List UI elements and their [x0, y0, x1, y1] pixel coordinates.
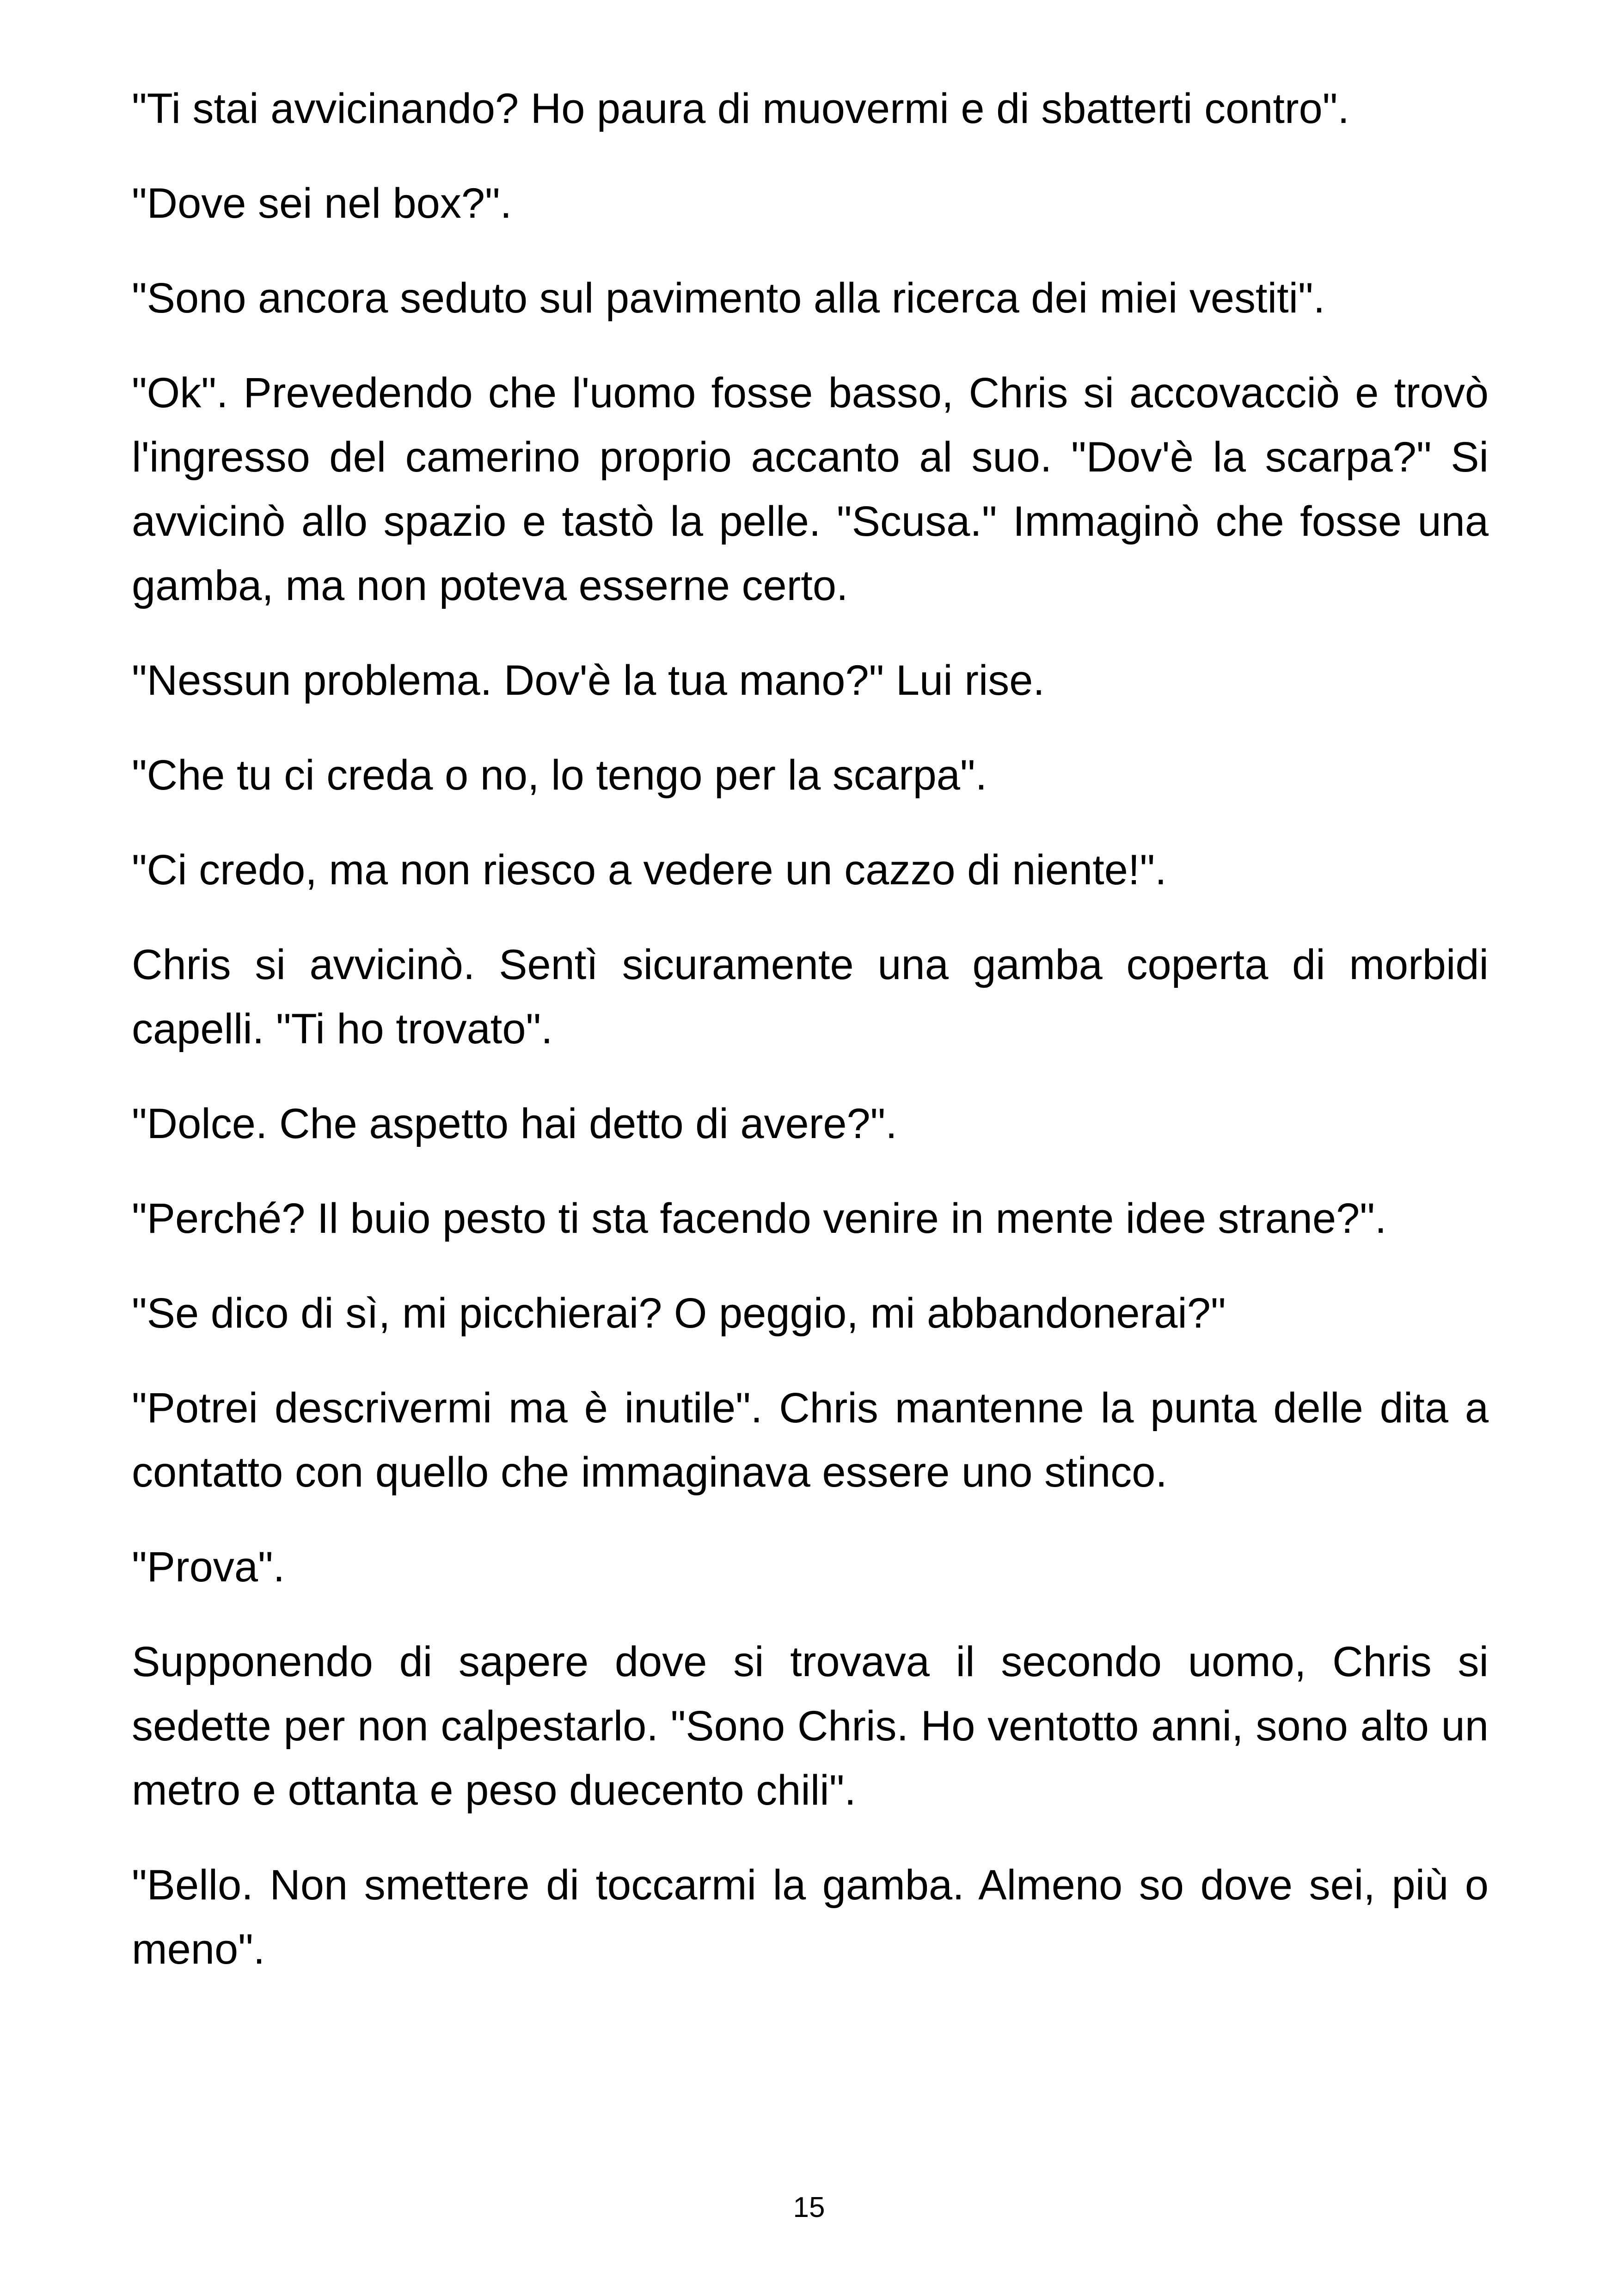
paragraph: "Perché? Il buio pesto ti sta facendo venire in mente idee strane?".: [132, 1195, 1387, 1242]
paragraph: "Prova".: [132, 1543, 285, 1591]
paragraph: "Bello. Non smettere di toccarmi la gamba. Almeno so dove sei, più o meno".: [132, 1861, 1489, 1973]
paragraph: "Dolce. Che aspetto hai detto di avere?".: [132, 1100, 897, 1147]
paragraph: Chris si avvicinò. Sentì sicuramente una gamba coperta di morbidi capelli. "Ti ho trovato".: [132, 941, 1489, 1053]
paragraph: "Ci credo, ma non riesco a vedere un cazzo di niente!".: [132, 846, 1167, 894]
page-number: 15: [793, 2192, 825, 2223]
paragraph: "Potrei descrivermi ma è inutile". Chris mantenne la punta delle dita a contatto con quello che immaginava essere uno stinco.: [132, 1384, 1489, 1496]
page-text: [132, 77, 1489, 2012]
paragraph: "Ti stai avvicinando? Ho paura di muovermi e di sbatterti contro".: [132, 85, 1349, 132]
paragraph: Supponendo di sapere dove si trovava il secondo uomo, Chris si sedette per non calpestarlo. "Sono Chris. Ho ventotto anni, sono alto un metro e ottanta e peso duecento chili".: [132, 1638, 1489, 1814]
paragraph: "Ok". Prevedendo che l'uomo fosse basso, Chris si accovacciò e trovò l'ingresso del camerino proprio accanto al suo. "Dov'è la scarpa?" Si avvicinò allo spazio e tastò la pelle. "Scusa." Immaginò che fosse una gamba, ma non poteva esserne certo.: [132, 369, 1489, 609]
paragraph: "Nessun problema. Dov'è la tua mano?" Lui rise.: [132, 657, 1045, 704]
paragraph: "Che tu ci creda o no, lo tengo per la scarpa".: [132, 752, 987, 799]
paragraph: "Se dico di sì, mi picchierai? O peggio, mi abbandonerai?": [132, 1290, 1226, 1337]
paragraph: "Sono ancora seduto sul pavimento alla ricerca dei miei vestiti".: [132, 275, 1325, 322]
paragraph: "Dove sei nel box?".: [132, 180, 512, 227]
